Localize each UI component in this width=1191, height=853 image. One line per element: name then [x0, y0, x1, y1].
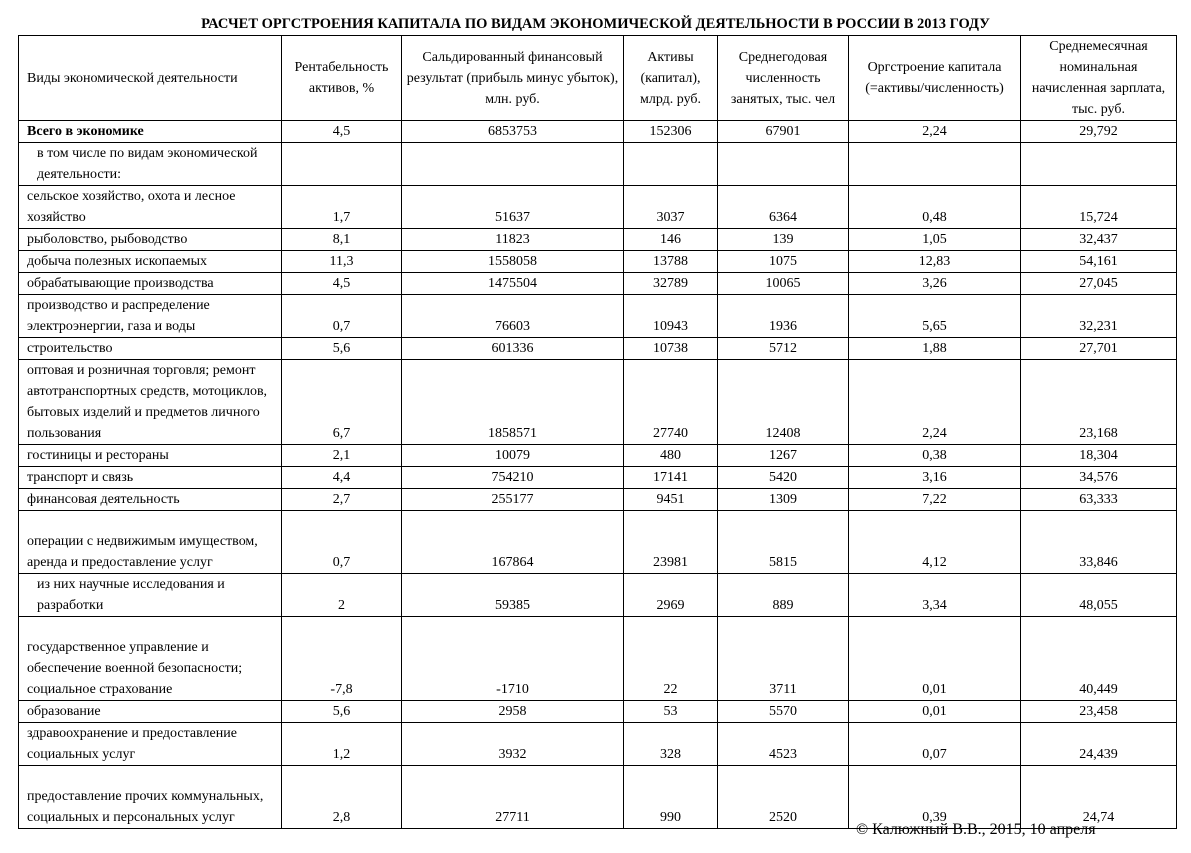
cell-result: 59385 — [402, 574, 624, 617]
row-name: в том числе по видам экономической деятельности: — [19, 143, 282, 186]
cell-roa: 8,1 — [282, 229, 402, 251]
cell-roa: 4,5 — [282, 121, 402, 143]
cell-employed: 5815 — [718, 511, 849, 574]
capital-structure-table — [18, 35, 1177, 829]
cell-assets: 27740 — [624, 360, 718, 445]
row-name: добыча полезных ископаемых — [19, 251, 282, 273]
table-row — [19, 574, 1177, 617]
cell-roa: 0,7 — [282, 295, 402, 338]
cell-ratio: 3,26 — [849, 273, 1021, 295]
table-row — [19, 467, 1177, 489]
cell-ratio: 0,39 — [849, 766, 1021, 829]
cell-assets: 9451 — [624, 489, 718, 511]
cell-roa: 2,1 — [282, 445, 402, 467]
header-employed: Среднегодовая численность занятых, тыс. чел — [718, 36, 849, 121]
cell-assets: 328 — [624, 723, 718, 766]
header-assets: Активы (капитал), млрд. руб. — [624, 36, 718, 121]
cell-assets: 990 — [624, 766, 718, 829]
cell-salary: 24,74 — [1021, 766, 1177, 829]
table-row — [19, 143, 1177, 186]
cell-ratio: 7,22 — [849, 489, 1021, 511]
row-name: предоставление прочих коммунальных, социальных и персональных услуг — [19, 766, 282, 829]
cell-employed: 6364 — [718, 186, 849, 229]
cell-result: 3932 — [402, 723, 624, 766]
cell-assets: 32789 — [624, 273, 718, 295]
cell-salary: 33,846 — [1021, 511, 1177, 574]
cell-salary: 40,449 — [1021, 617, 1177, 701]
cell-ratio: 0,07 — [849, 723, 1021, 766]
cell-salary: 29,792 — [1021, 121, 1177, 143]
row-name: строительство — [19, 338, 282, 360]
cell-result: 167864 — [402, 511, 624, 574]
cell-employed: 1936 — [718, 295, 849, 338]
header-roa: Рентабельность активов, % — [282, 36, 402, 121]
cell-employed: 12408 — [718, 360, 849, 445]
cell-result: 601336 — [402, 338, 624, 360]
cell-roa: 5,6 — [282, 701, 402, 723]
cell-salary: 32,231 — [1021, 295, 1177, 338]
table-row — [19, 489, 1177, 511]
cell-employed: 67901 — [718, 121, 849, 143]
cell-salary: 15,724 — [1021, 186, 1177, 229]
cell-ratio: 2,24 — [849, 360, 1021, 445]
cell-roa: 2 — [282, 574, 402, 617]
cell-assets: 2969 — [624, 574, 718, 617]
cell-employed: 1267 — [718, 445, 849, 467]
cell-assets: 23981 — [624, 511, 718, 574]
cell-result: 2958 — [402, 701, 624, 723]
cell-roa: 5,6 — [282, 338, 402, 360]
cell-assets: 152306 — [624, 121, 718, 143]
cell-result: 27711 — [402, 766, 624, 829]
cell-employed: 5712 — [718, 338, 849, 360]
cell-result: 754210 — [402, 467, 624, 489]
row-name: из них научные исследования и разработки — [19, 574, 282, 617]
table-row — [19, 617, 1177, 701]
cell-employed: 5570 — [718, 701, 849, 723]
table-row — [19, 511, 1177, 574]
cell-salary: 18,304 — [1021, 445, 1177, 467]
cell-salary — [1021, 143, 1177, 186]
cell-salary: 54,161 — [1021, 251, 1177, 273]
row-name: Всего в экономике — [19, 121, 282, 143]
cell-employed: 2520 — [718, 766, 849, 829]
cell-salary: 27,045 — [1021, 273, 1177, 295]
cell-result: -1710 — [402, 617, 624, 701]
table-row — [19, 723, 1177, 766]
cell-salary: 48,055 — [1021, 574, 1177, 617]
cell-roa: 1,7 — [282, 186, 402, 229]
cell-salary: 24,439 — [1021, 723, 1177, 766]
cell-assets: 17141 — [624, 467, 718, 489]
cell-result: 11823 — [402, 229, 624, 251]
cell-ratio: 0,38 — [849, 445, 1021, 467]
cell-salary: 23,168 — [1021, 360, 1177, 445]
cell-ratio: 3,16 — [849, 467, 1021, 489]
header-row — [19, 36, 1177, 121]
cell-employed: 10065 — [718, 273, 849, 295]
table-row — [19, 360, 1177, 445]
row-name: обрабатывающие производства — [19, 273, 282, 295]
cell-roa: 6,7 — [282, 360, 402, 445]
row-name: операции с недвижимым имуществом, аренда и предоставление услуг — [19, 511, 282, 574]
table-title: РАСЧЕТ ОРГСТРОЕНИЯ КАПИТАЛА ПО ВИДАМ ЭКОНОМИЧЕСКОЙ ДЕЯТЕЛЬНОСТИ В РОССИИ В 2013 ГОДУ — [201, 16, 990, 32]
cell-result: 10079 — [402, 445, 624, 467]
row-name: сельское хозяйство, охота и лесное хозяйство — [19, 186, 282, 229]
cell-employed: 5420 — [718, 467, 849, 489]
cell-result: 6853753 — [402, 121, 624, 143]
header-financial-result: Сальдированный финансовый результат (прибыль минус убыток), млн. руб. — [402, 36, 624, 121]
cell-ratio: 1,88 — [849, 338, 1021, 360]
cell-result: 76603 — [402, 295, 624, 338]
cell-roa: 4,5 — [282, 273, 402, 295]
cell-employed: 139 — [718, 229, 849, 251]
cell-salary: 27,701 — [1021, 338, 1177, 360]
row-name: образование — [19, 701, 282, 723]
cell-assets: 13788 — [624, 251, 718, 273]
row-name: оптовая и розничная торговля; ремонт автотранспортных средств, мотоциклов, бытовых изделий и предметов личного пользования — [19, 360, 282, 445]
cell-employed: 1309 — [718, 489, 849, 511]
cell-roa: -7,8 — [282, 617, 402, 701]
table-row — [19, 121, 1177, 143]
cell-result: 1475504 — [402, 273, 624, 295]
cell-assets: 480 — [624, 445, 718, 467]
row-name: финансовая деятельность — [19, 489, 282, 511]
copyright-footer: © Калюжный В.В., 2015, 10 апреля — [856, 821, 1096, 838]
cell-roa: 2,7 — [282, 489, 402, 511]
row-name: рыболовство, рыбоводство — [19, 229, 282, 251]
cell-ratio: 0,01 — [849, 617, 1021, 701]
cell-salary: 63,333 — [1021, 489, 1177, 511]
row-name: гостиницы и рестораны — [19, 445, 282, 467]
cell-assets: 146 — [624, 229, 718, 251]
table-row — [19, 229, 1177, 251]
cell-employed: 889 — [718, 574, 849, 617]
cell-assets: 3037 — [624, 186, 718, 229]
cell-roa: 4,4 — [282, 467, 402, 489]
cell-result: 1858571 — [402, 360, 624, 445]
table-row — [19, 445, 1177, 467]
cell-roa: 1,2 — [282, 723, 402, 766]
cell-roa: 2,8 — [282, 766, 402, 829]
cell-employed: 4523 — [718, 723, 849, 766]
row-name: производство и распределение электроэнергии, газа и воды — [19, 295, 282, 338]
cell-ratio: 12,83 — [849, 251, 1021, 273]
row-name: здравоохранение и предоставление социальных услуг — [19, 723, 282, 766]
cell-assets: 10738 — [624, 338, 718, 360]
cell-assets: 53 — [624, 701, 718, 723]
cell-roa — [282, 143, 402, 186]
cell-assets: 10943 — [624, 295, 718, 338]
header-salary: Среднемесячная номинальная начисленная зарплата, тыс. руб. — [1021, 36, 1177, 121]
cell-salary: 32,437 — [1021, 229, 1177, 251]
cell-result: 51637 — [402, 186, 624, 229]
cell-employed: 3711 — [718, 617, 849, 701]
header-capital-ratio: Оргстроение капитала (=активы/численность) — [849, 36, 1021, 121]
cell-ratio: 5,65 — [849, 295, 1021, 338]
cell-roa: 11,3 — [282, 251, 402, 273]
cell-ratio: 0,48 — [849, 186, 1021, 229]
cell-roa: 0,7 — [282, 511, 402, 574]
cell-ratio: 4,12 — [849, 511, 1021, 574]
table-row — [19, 338, 1177, 360]
cell-assets: 22 — [624, 617, 718, 701]
cell-employed — [718, 143, 849, 186]
table-row — [19, 186, 1177, 229]
cell-ratio — [849, 143, 1021, 186]
table-row — [19, 701, 1177, 723]
cell-ratio: 1,05 — [849, 229, 1021, 251]
cell-salary: 23,458 — [1021, 701, 1177, 723]
table-row — [19, 295, 1177, 338]
cell-assets — [624, 143, 718, 186]
cell-salary: 34,576 — [1021, 467, 1177, 489]
cell-result: 1558058 — [402, 251, 624, 273]
cell-ratio: 3,34 — [849, 574, 1021, 617]
cell-employed: 1075 — [718, 251, 849, 273]
cell-result — [402, 143, 624, 186]
cell-ratio: 2,24 — [849, 121, 1021, 143]
cell-result: 255177 — [402, 489, 624, 511]
row-name: государственное управление и обеспечение военной безопасности; социальное страхование — [19, 617, 282, 701]
cell-ratio: 0,01 — [849, 701, 1021, 723]
row-name: транспорт и связь — [19, 467, 282, 489]
table-row — [19, 251, 1177, 273]
table-row — [19, 273, 1177, 295]
header-activity: Виды экономической деятельности — [19, 36, 282, 121]
